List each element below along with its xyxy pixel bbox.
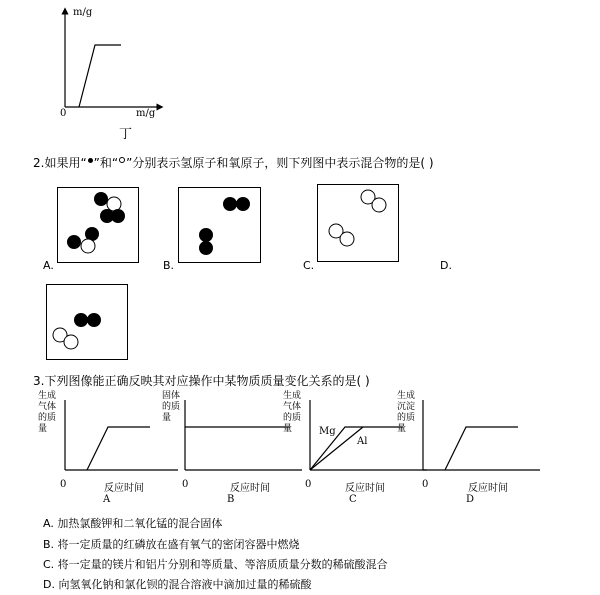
chart-b-x-label: 反应时间: [230, 483, 270, 494]
chart-d-letter: D: [466, 494, 475, 505]
chart-a-origin: 0: [60, 479, 67, 490]
chart-b-origin: 0: [182, 479, 189, 490]
chart-c-origin: 0: [305, 479, 312, 490]
chart-c-y-label: 生成 气体 的质 量: [283, 391, 302, 434]
chart-d-axes: [418, 390, 543, 475]
chart-b-y-label: 固体 的质 量: [162, 391, 181, 423]
q2-box-c: [317, 184, 399, 262]
q3-option-d: D. 向氢氧化钠和氯化钡的混合溶液中滴加过量的稀硫酸: [43, 578, 312, 591]
molecule-diagram-d: [47, 285, 127, 359]
chart-c-x-label: 反应时间: [345, 483, 385, 494]
chart-c-curve-al: [310, 427, 363, 470]
q2-text-after: ”分别表示氢原子和氧原子，则下列图中表示混合物的是( ): [126, 156, 434, 170]
filled-atom-icon: [88, 158, 93, 163]
chart-d-curve: [445, 427, 518, 470]
q3-option-c: C. 将一定量的镁片和铝片分别和等质量、等溶质质量分数的稀硫酸混合: [43, 558, 388, 571]
q2-option-a: A.: [43, 259, 54, 272]
hollow-atom-icon: [119, 157, 125, 163]
q2-option-d: D.: [440, 259, 452, 272]
chart-c-series-mg: Mg: [319, 426, 336, 437]
chart-d-origin: 0: [422, 479, 429, 490]
figure-ding-graph: [55, 5, 175, 117]
q2-option-c: C.: [303, 259, 315, 272]
molecule-diagram-c: [318, 185, 398, 261]
q2-option-b: B.: [163, 259, 175, 272]
chart-d-y-label: 生成 沉淀 的质 量: [397, 391, 416, 434]
curve-line: [79, 45, 121, 107]
question-3-text: 3.下列图像能正确反映其对应操作中某物质质量变化关系的是( ): [33, 374, 370, 388]
chart-d-x-label: 反应时间: [468, 483, 508, 494]
molecule-diagram-a: [58, 188, 138, 262]
molecule-diagram-b: [179, 188, 260, 262]
chart-b-letter: B: [227, 494, 235, 505]
chart-a-letter: A: [103, 494, 111, 505]
chart-a-curve: [87, 427, 150, 470]
chart-c-series-al: Al: [357, 436, 368, 447]
q2-box-b: [178, 187, 261, 263]
q3-option-a: A. 加热氯酸钾和二氧化锰的混合固体: [43, 517, 223, 530]
y-axis-label: m/g: [73, 7, 93, 18]
chart-a-x-label: 反应时间: [104, 483, 144, 494]
figure-caption: 丁: [119, 127, 133, 142]
question-2-text: [33, 154, 434, 171]
chart-c-letter: C: [349, 494, 357, 505]
q2-text-before: 2.如果用“: [33, 156, 87, 170]
q2-text-mid: ”和“: [93, 156, 119, 170]
q2-box-a: [57, 187, 139, 263]
origin-label: 0: [60, 108, 67, 119]
chart-a-y-label: 生成 气体 的质 量: [38, 391, 57, 434]
q2-box-d: [46, 284, 128, 360]
x-axis-label: m/g: [136, 108, 156, 119]
q3-option-b: B. 将一定质量的红磷放在盛有氧气的密闭容器中燃烧: [43, 538, 300, 551]
